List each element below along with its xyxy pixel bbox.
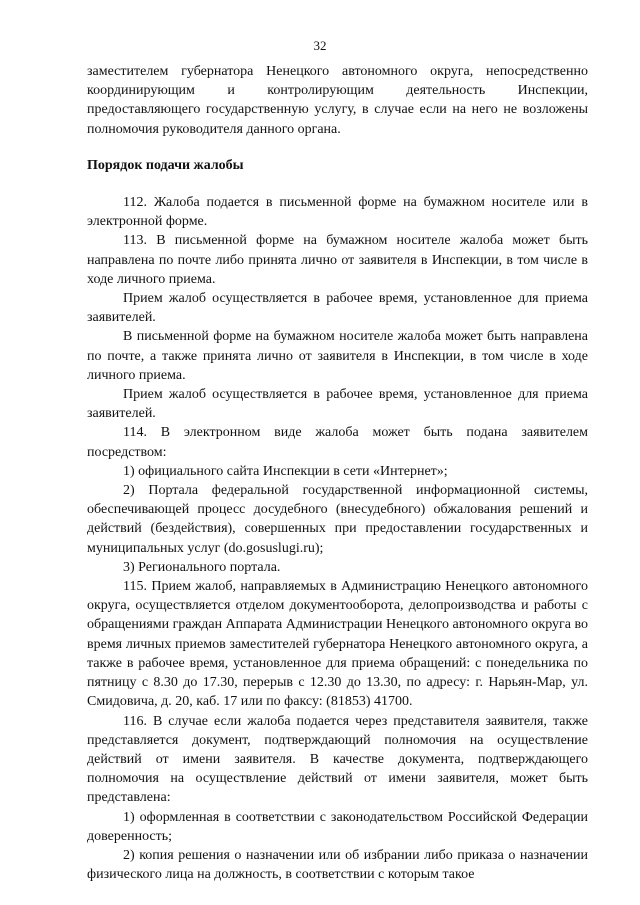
paragraph-116: 116. В случае если жалоба подается через представителя заявителя, также представляется документ, подтверждающий полномочия на осуществление действий от имени заявителя. В качестве документа, подтверждающего полномочия на осуществление действий от имени заявителя, может быть представлена: [87,713,588,806]
page-number: 32 [313,38,327,53]
document-body [87,62,588,884]
list-item-3: 3) Регионального портала. [123,559,281,575]
paragraph-paper-form: В письменной форме на бумажном носителе жалоба может быть направлена по почте, а также принята лично от заявителя в Инспекции, в том числе в ходе личного приема. [87,329,588,383]
intro-paragraph: заместителем губернатора Ненецкого автономного округа, непосредственно координирующим и контролирующим деятельность Инспекции, предоставляющего государственную услугу, в случае если на него не возложены полномочия руководителя данного органа. [87,64,588,137]
section-heading: Порядок подачи жалобы [87,157,244,173]
list-item-2: 2) Портала федеральной государственной информационной системы, обеспечивающей процесс досудебного (внесудебного) обжалования решений и действий (бездействия), совершенных при предоставлении государственных и муниципальных услуг (do.gosuslugi.ru); [87,483,588,556]
list-item-1: 1) официального сайта Инспекции в сети «Интернет»; [123,463,448,479]
paragraph-reception-time-2: Прием жалоб осуществляется в рабочее время, установленное для приема заявителей. [87,387,588,422]
paragraph-reception-time-1: Прием жалоб осуществляется в рабочее время, установленное для приема заявителей. [87,291,588,326]
paragraph-113: 113. В письменной форме на бумажном носителе жалоба может быть направлена по почте либо принята лично от заявителя в Инспекции, в том числе в ходе личного приема. [87,233,588,287]
paragraph-115: 115. Прием жалоб, направляемых в Администрацию Ненецкого автономного округа, осуществляется отделом документооборота, делопроизводства и работы с обращениями граждан Аппарата Администрации Ненецкого автономного округа во время личных приемов заместителей губернатора Ненецкого автономного округа, а также в рабочее время, установленное для приема обращений: с понедельника по пятницу с 8.30 до 17.30, перерыв с 12.30 до 13.30, по адресу: г. Нарьян-Мар, ул. Смидовича, д. 20, каб. 17 или по факсу: (81853) 41700. [87,579,588,710]
paragraph-114: 114. В электронном виде жалоба может быть подана заявителем посредством: [87,425,588,460]
list-item-decision-copy: 2) копия решения о назначении или об избрании либо приказа о назначении физического лица на должность, в соответствии с которым такое [87,847,588,883]
list-item-power-of-attorney: 1) оформленная в соответствии с законодательством Российской Федерации доверенность; [87,809,588,844]
paragraph-112: 112. Жалоба подается в письменной форме на бумажном носителе или в электронной форме. [87,195,588,230]
